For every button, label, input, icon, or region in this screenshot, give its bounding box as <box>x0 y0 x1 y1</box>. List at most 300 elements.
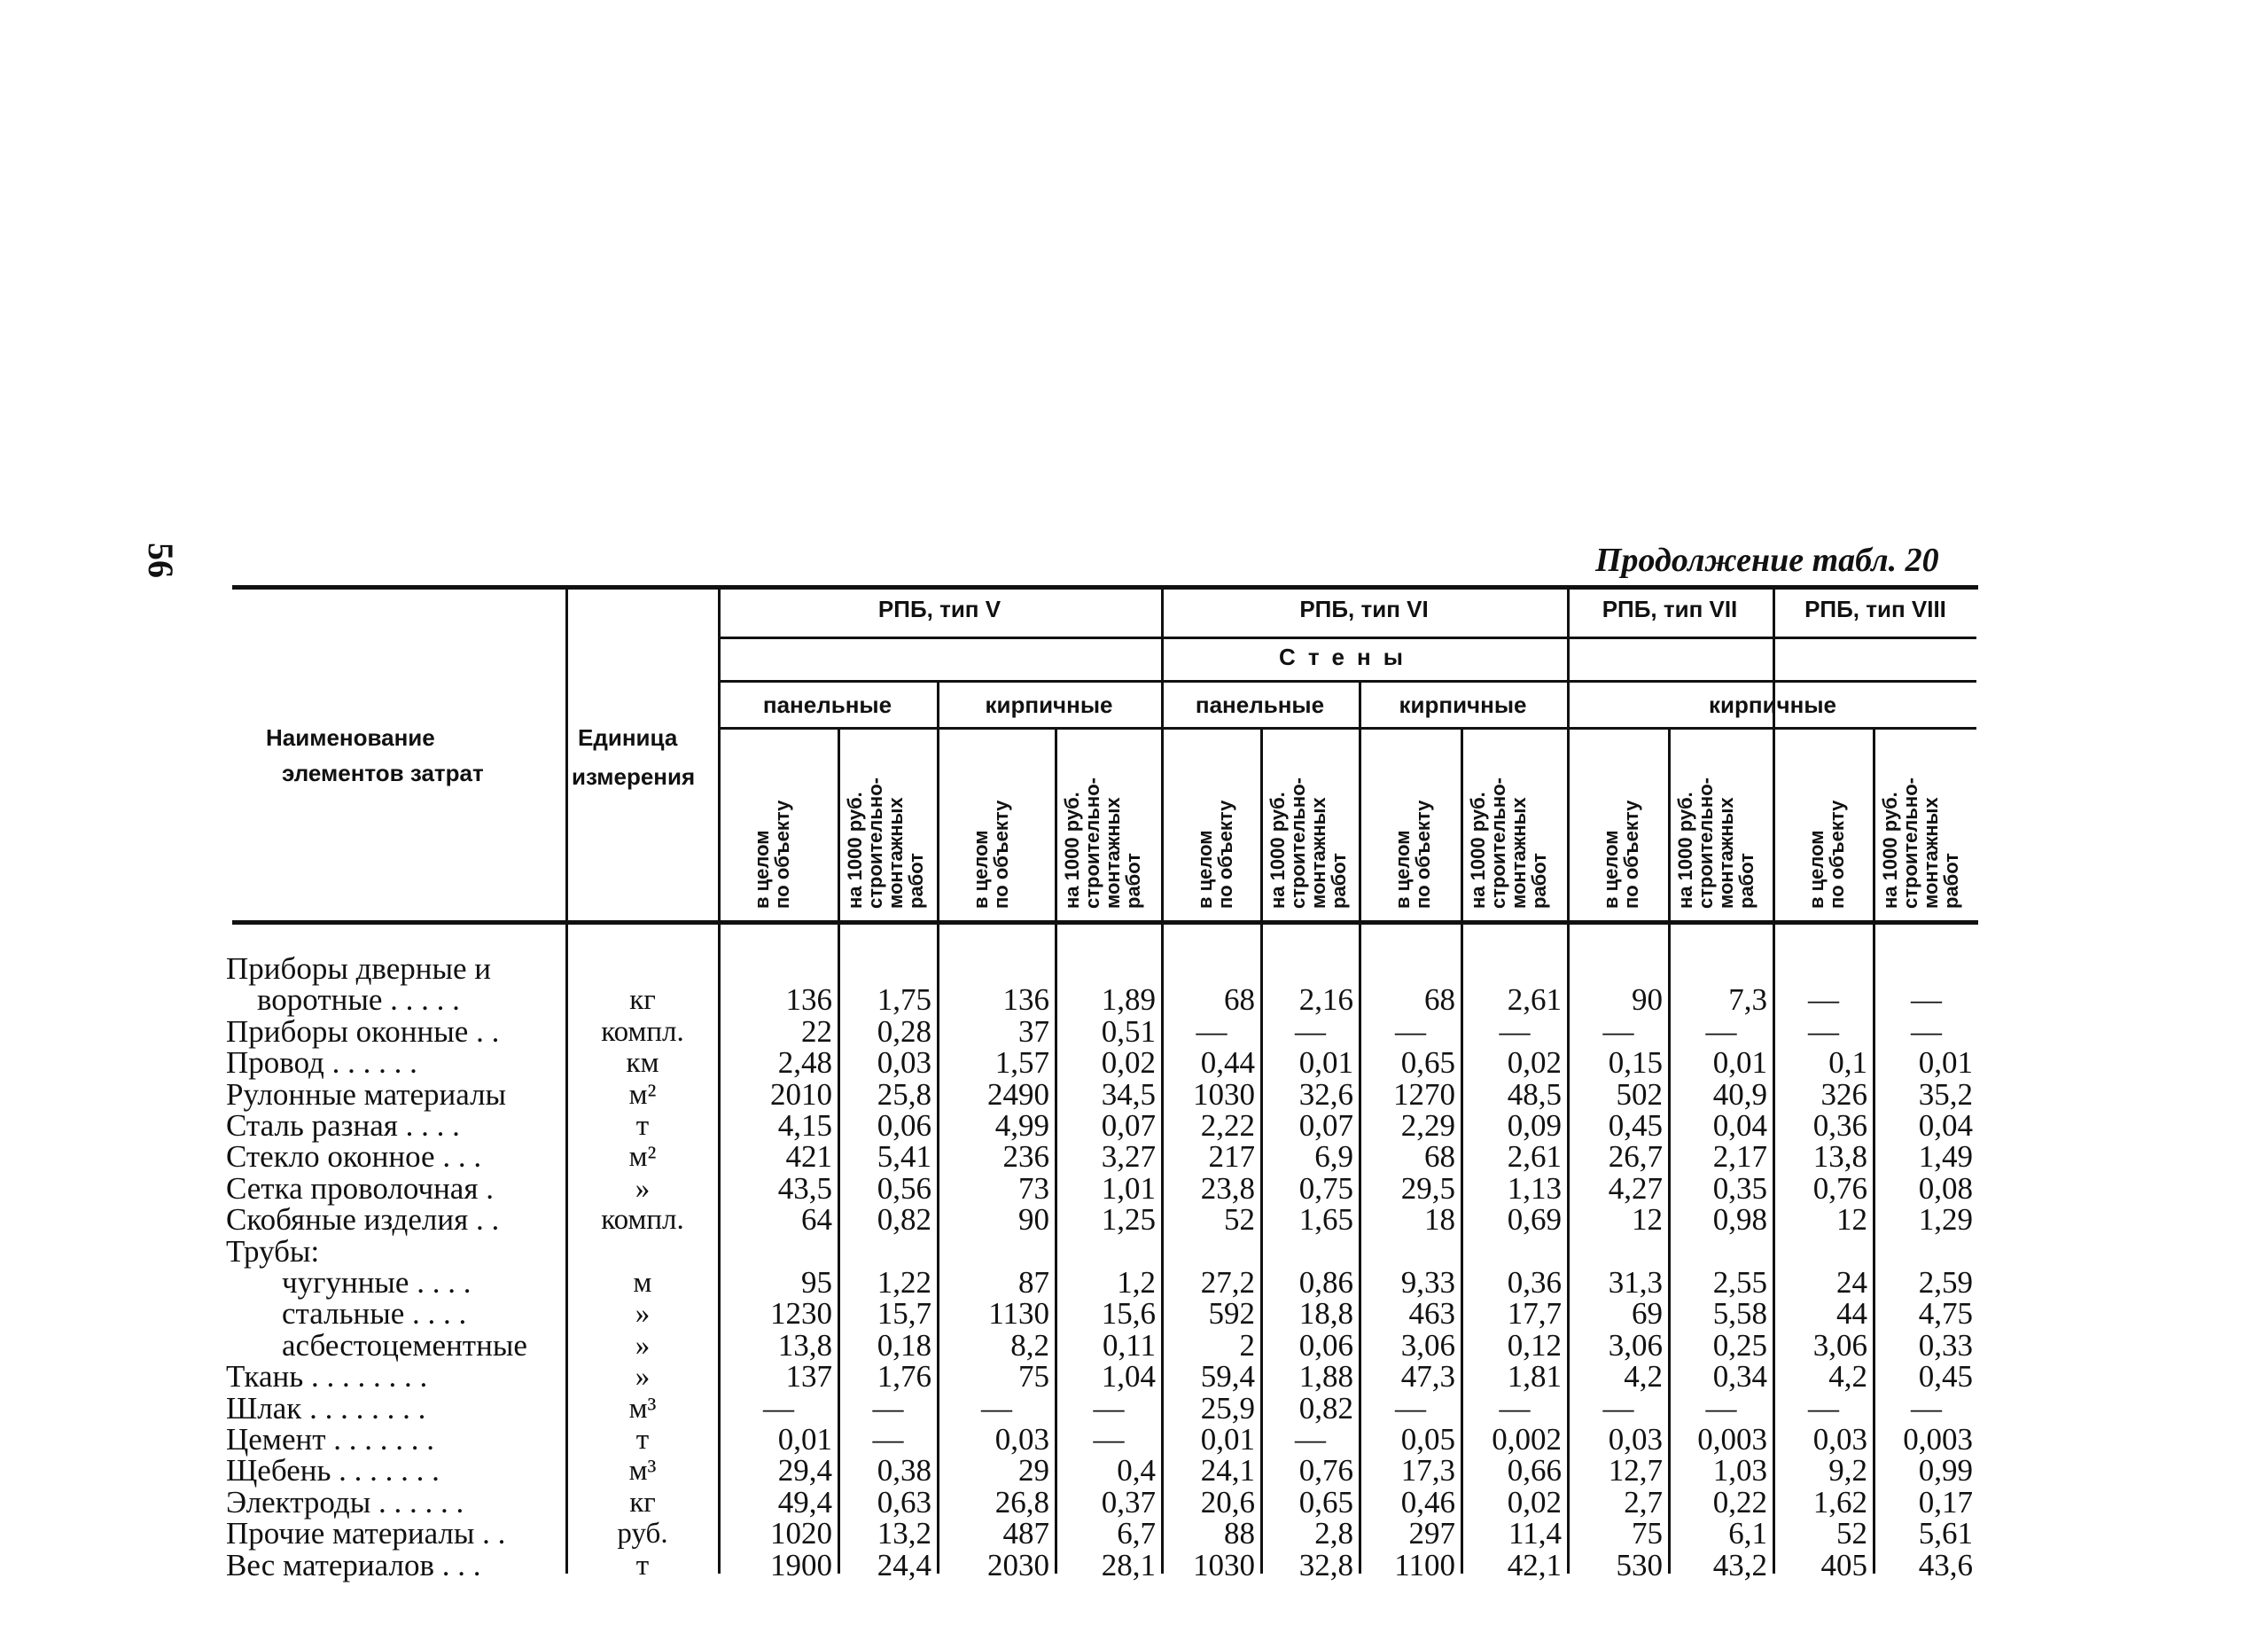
table-cell: 24,1 <box>1200 1453 1255 1488</box>
table-cell: — <box>1499 1013 1531 1049</box>
table-cell: 137 <box>785 1359 832 1395</box>
table-cell: 0,46 <box>1400 1484 1455 1520</box>
sub-header-per1000: на 1000 руб. <box>1061 792 1083 909</box>
table-cell: 3,06 <box>1400 1327 1455 1363</box>
table-cell: 29,4 <box>777 1453 832 1488</box>
table-cell: 1,89 <box>1101 982 1156 1018</box>
data-column-divider <box>1359 680 1361 1574</box>
sub-header-per1000: монтажных <box>1102 797 1124 909</box>
table-cell: 0,01 <box>1712 1045 1767 1081</box>
sub-header-per1000: строительно- <box>1487 777 1509 909</box>
table-cell: — <box>872 1390 904 1426</box>
header-bottom-rule <box>232 920 1978 925</box>
table-cell: 487 <box>1002 1516 1049 1551</box>
name-column-header: элементов затрат <box>282 760 484 786</box>
row-unit: км <box>626 1047 659 1080</box>
table-cell: 0,36 <box>1507 1265 1562 1300</box>
table-cell: 0,06 <box>1298 1327 1353 1363</box>
table-cell: 0,11 <box>1103 1327 1156 1363</box>
table-cell: 463 <box>1408 1296 1455 1332</box>
table-cell: 2490 <box>987 1076 1049 1112</box>
table-caption: Продолжение табл. 20 <box>1595 542 1939 579</box>
table-cell: 0,69 <box>1507 1202 1562 1238</box>
table-cell: — <box>1395 1390 1426 1426</box>
sub-header-per1000: монтажных <box>1307 797 1329 909</box>
sub-header-per1000: монтажных <box>1508 797 1530 909</box>
table-cell: 13,8 <box>1812 1139 1867 1175</box>
row-name: Приборы оконные . . <box>226 1013 500 1049</box>
sub-header-per1000: на 1000 руб. <box>1879 792 1901 909</box>
table-cell: 1020 <box>770 1516 832 1551</box>
table-cell: 68 <box>1424 1139 1455 1175</box>
table-cell: 43,6 <box>1918 1547 1973 1582</box>
sub-header-per1000: работ <box>1735 853 1758 909</box>
table-cell: 136 <box>785 982 832 1018</box>
table-cell: 0,003 <box>1903 1422 1973 1457</box>
table-cell: 24 <box>1836 1265 1867 1300</box>
sub-header-per1000: на 1000 руб. <box>1266 792 1289 909</box>
table-cell: 42,1 <box>1507 1547 1562 1582</box>
table-cell: 0,99 <box>1918 1453 1973 1488</box>
table-cell: 2010 <box>770 1076 832 1112</box>
table-cell: 1,2 <box>1117 1265 1156 1300</box>
table-cell: 75 <box>1018 1359 1049 1395</box>
top-rule <box>232 585 1978 590</box>
table-cell: 136 <box>1002 982 1049 1018</box>
table-cell: — <box>1911 1390 1942 1426</box>
row-name: Вес материалов . . . <box>226 1547 481 1582</box>
table-cell: — <box>763 1390 794 1426</box>
row-unit: м³ <box>628 1455 657 1488</box>
table-cell: 0,66 <box>1507 1453 1562 1488</box>
table-cell: 592 <box>1208 1296 1255 1332</box>
sub-header-per1000: на 1000 руб. <box>1467 792 1489 909</box>
table-cell: 2,16 <box>1298 982 1353 1018</box>
table-cell: 4,15 <box>777 1108 832 1143</box>
table-cell: 0,03 <box>994 1422 1049 1457</box>
table-cell: 0,45 <box>1918 1359 1973 1395</box>
walls-header: Стены <box>1279 644 1415 670</box>
table-cell: 73 <box>1018 1170 1049 1206</box>
row-unit: кг <box>629 1486 656 1519</box>
table-cell: 0,25 <box>1712 1327 1767 1363</box>
table-cell: 5,61 <box>1918 1516 1973 1551</box>
row-unit: компл. <box>601 1015 684 1048</box>
table-cell: 217 <box>1208 1139 1255 1175</box>
table-cell: 0,12 <box>1507 1327 1562 1363</box>
table-cell: 1,81 <box>1507 1359 1562 1395</box>
row-name: стальные . . . . <box>282 1296 467 1332</box>
table-cell: 0,02 <box>1507 1045 1562 1081</box>
table-cell: 64 <box>801 1202 832 1238</box>
wall-type-header: панельные <box>1195 691 1325 718</box>
table-cell: 0,38 <box>877 1453 931 1488</box>
table-cell: 0,56 <box>877 1170 931 1206</box>
table-cell: 1,49 <box>1918 1139 1973 1175</box>
table-cell: 405 <box>1820 1547 1867 1582</box>
table-cell: 1130 <box>988 1296 1049 1332</box>
table-cell: 17,7 <box>1507 1296 1562 1332</box>
table-cell: 0,44 <box>1200 1045 1255 1081</box>
table-cell: 1,88 <box>1298 1359 1353 1395</box>
row-name: Сетка проволочная . <box>226 1170 494 1206</box>
table-cell: 31,3 <box>1608 1265 1663 1300</box>
table-cell: — <box>872 1422 904 1457</box>
table-cell: 297 <box>1408 1516 1455 1551</box>
table-cell: 95 <box>801 1265 832 1300</box>
table-cell: 18,8 <box>1298 1296 1353 1332</box>
table-cell: — <box>1705 1390 1737 1426</box>
row-name: Стекло оконное . . . <box>226 1139 482 1175</box>
row-name: асбестоцементные <box>282 1327 527 1363</box>
table-cell: 0,03 <box>877 1045 931 1081</box>
table-cell: 15,7 <box>877 1296 931 1332</box>
row-unit: м² <box>628 1078 657 1111</box>
table-cell: 12 <box>1632 1202 1663 1238</box>
table-cell: — <box>1196 1013 1228 1049</box>
table-cell: 52 <box>1836 1516 1867 1551</box>
table-cell: 47,3 <box>1400 1359 1455 1395</box>
data-column-divider <box>1461 727 1463 1574</box>
sub-header-total: в целом <box>751 830 773 909</box>
data-column-divider <box>838 727 840 1574</box>
row-unit: м² <box>628 1141 657 1174</box>
sub-header-total: в целом <box>1600 830 1622 909</box>
table-cell: 1,22 <box>877 1265 931 1300</box>
wall-type-header: кирпичные <box>985 691 1113 718</box>
table-cell: — <box>1808 1013 1839 1049</box>
data-column-divider <box>1668 727 1671 1574</box>
sub-header-per1000: на 1000 руб. <box>844 792 866 909</box>
table-cell: 0,45 <box>1608 1108 1663 1143</box>
table-cell: 0,01 <box>1200 1422 1255 1457</box>
table-cell: 2,61 <box>1507 982 1562 1018</box>
name-column-header: Наименование <box>266 724 435 751</box>
table-cell: 0,01 <box>1918 1045 1973 1081</box>
table-cell: 1,65 <box>1298 1202 1353 1238</box>
table-cell: 326 <box>1820 1076 1867 1112</box>
sub-header-total: по объекту <box>1412 800 1434 909</box>
sub-header-per1000: на 1000 руб. <box>1674 792 1696 909</box>
row-name: воротные . . . . . <box>257 982 460 1018</box>
table-cell: 1100 <box>1394 1547 1455 1582</box>
sub-header-total: по объекту <box>1826 800 1848 909</box>
table-cell: 0,34 <box>1712 1359 1767 1395</box>
table-cell: 4,99 <box>994 1108 1049 1143</box>
table-cell: 0,05 <box>1400 1422 1455 1457</box>
table-cell: 0,002 <box>1492 1422 1562 1457</box>
unit-column-header: Единица <box>578 724 678 751</box>
group-header: РПБ, тип VIII <box>1804 596 1946 622</box>
table-cell: 2,59 <box>1918 1265 1973 1300</box>
table-cell: — <box>981 1390 1012 1426</box>
table-cell: 3,06 <box>1812 1327 1867 1363</box>
sub-header-per1000: строительно- <box>1899 777 1921 909</box>
table-cell: 87 <box>1018 1265 1049 1300</box>
table-cell: — <box>1295 1422 1326 1457</box>
table-cell: 0,51 <box>1101 1013 1156 1049</box>
data-column-divider <box>937 680 939 1574</box>
row-name: Рулонные материалы <box>226 1076 507 1112</box>
table-cell: 0,63 <box>877 1484 931 1520</box>
table-cell: 9,33 <box>1400 1265 1455 1300</box>
sub-header-total: по объекту <box>1214 800 1236 909</box>
table-cell: 4,75 <box>1918 1296 1973 1332</box>
table-cell: 2,29 <box>1400 1108 1455 1143</box>
table-cell: 49,4 <box>777 1484 832 1520</box>
table-cell: 1,03 <box>1712 1453 1767 1488</box>
table-cell: 0,07 <box>1101 1108 1156 1143</box>
table-cell: 0,02 <box>1507 1484 1562 1520</box>
sub-header-per1000: монтажных <box>1920 797 1942 909</box>
table-cell: 4,2 <box>1828 1359 1867 1395</box>
table-cell: 20,6 <box>1200 1484 1255 1520</box>
sub-header-per1000: работ <box>1328 853 1350 909</box>
group-rule <box>718 637 1976 639</box>
table-cell: 28,1 <box>1101 1547 1156 1582</box>
table-cell: 421 <box>785 1139 832 1175</box>
table-cell: 4,2 <box>1624 1359 1663 1395</box>
table-cell: — <box>1602 1390 1634 1426</box>
sub-header-total: по объекту <box>771 800 793 909</box>
table-cell: 0,22 <box>1712 1484 1767 1520</box>
table-cell: 4,27 <box>1608 1170 1663 1206</box>
table-cell: 59,4 <box>1200 1359 1255 1395</box>
row-unit: т <box>635 1110 650 1142</box>
row-unit: руб. <box>617 1518 668 1551</box>
table-cell: 2,8 <box>1314 1516 1353 1551</box>
table-cell: 2,17 <box>1712 1139 1767 1175</box>
unit-column-divider <box>565 590 568 1574</box>
sub-header-per1000: работ <box>1940 853 1962 909</box>
table-cell: 13,2 <box>877 1516 931 1551</box>
table-cell: 11,4 <box>1508 1516 1562 1551</box>
wall-type-header: кирпичные <box>1708 691 1837 718</box>
table-cell: 2,22 <box>1200 1108 1255 1143</box>
table-cell: 25,8 <box>877 1076 931 1112</box>
table-cell: 48,5 <box>1507 1076 1562 1112</box>
table-cell: 3,06 <box>1608 1327 1663 1363</box>
row-name: Скобяные изделия . . <box>226 1202 500 1238</box>
table-cell: 1,13 <box>1507 1170 1562 1206</box>
table-cell: 0,01 <box>777 1422 832 1457</box>
table-cell: 5,58 <box>1712 1296 1767 1332</box>
table-cell: 44 <box>1836 1296 1867 1332</box>
data-column-divider <box>1773 590 1775 1574</box>
row-name: Шлак . . . . . . . . <box>226 1390 426 1426</box>
table-cell: 34,5 <box>1101 1076 1156 1112</box>
sub-header-total: в целом <box>1805 830 1828 909</box>
sub-header-total: по объекту <box>1620 800 1642 909</box>
row-name: Ткань . . . . . . . . <box>226 1359 428 1395</box>
table-cell: 0,09 <box>1507 1108 1562 1143</box>
table-cell: 1,75 <box>877 982 931 1018</box>
table-cell: 1230 <box>770 1296 832 1332</box>
table-cell: 2,48 <box>777 1045 832 1081</box>
data-column-divider <box>1260 727 1263 1574</box>
table-cell: 0,37 <box>1101 1484 1156 1520</box>
table-cell: 12,7 <box>1608 1453 1663 1488</box>
table-cell: 1,04 <box>1101 1359 1156 1395</box>
data-column-divider <box>1567 590 1570 1574</box>
table-cell: — <box>1499 1390 1531 1426</box>
wall-type-header: панельные <box>762 691 892 718</box>
table-cell: — <box>1808 982 1839 1018</box>
table-cell: 68 <box>1224 982 1255 1018</box>
table-cell: 43,2 <box>1712 1547 1767 1582</box>
sub-header-per1000: работ <box>1122 853 1144 909</box>
table-cell: 0,35 <box>1712 1170 1767 1206</box>
table-cell: 32,6 <box>1298 1076 1353 1112</box>
table-cell: 27,2 <box>1200 1265 1255 1300</box>
group-header: РПБ, тип VI <box>1299 596 1429 622</box>
data-column-divider <box>1873 727 1875 1574</box>
table-cell: 29 <box>1018 1453 1049 1488</box>
row-unit: т <box>635 1549 650 1582</box>
sub-header-per1000: монтажных <box>885 797 907 909</box>
table-cell: 6,7 <box>1117 1516 1156 1551</box>
table-cell: 25,9 <box>1200 1390 1255 1426</box>
table-cell: — <box>1093 1422 1125 1457</box>
walltype-rule <box>718 727 1976 730</box>
table-cell: 0,76 <box>1298 1453 1353 1488</box>
sub-header-total: в целом <box>1391 830 1414 909</box>
table-cell: 90 <box>1018 1202 1049 1238</box>
row-name: Сталь разная . . . . <box>226 1108 460 1143</box>
group-header: РПБ, тип V <box>877 596 1002 622</box>
table-cell: 24,4 <box>877 1547 931 1582</box>
row-unit: » <box>635 1172 651 1205</box>
table-cell: 1,62 <box>1812 1484 1867 1520</box>
table-cell: 88 <box>1224 1516 1255 1551</box>
sub-header-per1000: монтажных <box>1715 797 1737 909</box>
sub-header-per1000: работ <box>905 853 927 909</box>
row-name: Приборы дверные и <box>226 951 492 986</box>
table-cell: 12 <box>1836 1202 1867 1238</box>
table-cell: 90 <box>1632 982 1663 1018</box>
table-cell: — <box>1602 1013 1634 1049</box>
table-cell: 29,5 <box>1400 1170 1455 1206</box>
table-cell: 1,76 <box>877 1359 931 1395</box>
table-cell: 22 <box>801 1013 832 1049</box>
table-cell: 18 <box>1424 1202 1455 1238</box>
table-cell: 1,25 <box>1101 1202 1156 1238</box>
table-cell: 0,4 <box>1117 1453 1156 1488</box>
table-cell: 3,27 <box>1101 1139 1156 1175</box>
table-cell: 0,003 <box>1697 1422 1767 1457</box>
table-cell: 0,07 <box>1298 1108 1353 1143</box>
table-cell: 52 <box>1224 1202 1255 1238</box>
table-cell: 2,7 <box>1624 1484 1663 1520</box>
table-cell: 26,8 <box>994 1484 1049 1520</box>
sub-header-total: в целом <box>970 830 992 909</box>
data-column-divider <box>718 590 721 1574</box>
table-cell: 40,9 <box>1712 1076 1767 1112</box>
table-cell: 0,17 <box>1918 1484 1973 1520</box>
wall-type-header: кирпичные <box>1399 691 1527 718</box>
table-cell: — <box>1395 1013 1426 1049</box>
row-unit: т <box>635 1424 650 1456</box>
row-name: Щебень . . . . . . . <box>226 1453 440 1488</box>
row-name: Прочие материалы . . <box>226 1516 506 1551</box>
table-cell: 43,5 <box>777 1170 832 1206</box>
row-name: Электроды . . . . . . <box>226 1484 464 1520</box>
table-cell: — <box>1911 1013 1942 1049</box>
table-cell: 2 <box>1239 1327 1255 1363</box>
table-cell: 1,01 <box>1101 1170 1156 1206</box>
table-cell: 0,98 <box>1712 1202 1767 1238</box>
table-cell: — <box>1808 1390 1839 1426</box>
table-cell: 17,3 <box>1400 1453 1455 1488</box>
sub-header-per1000: строительно- <box>864 777 886 909</box>
sub-header-total: по объекту <box>990 800 1012 909</box>
table-cell: 236 <box>1002 1139 1049 1175</box>
row-name: Цемент . . . . . . . <box>226 1422 435 1457</box>
page-number: 56 <box>141 543 181 578</box>
table-cell: 26,7 <box>1608 1139 1663 1175</box>
table-cell: — <box>1093 1390 1125 1426</box>
table-cell: 37 <box>1018 1013 1049 1049</box>
data-column-divider <box>1161 590 1164 1574</box>
row-name: чугунные . . . . <box>282 1265 472 1300</box>
row-name: Провод . . . . . . <box>226 1045 417 1081</box>
table-cell: 0,04 <box>1918 1108 1973 1143</box>
table-cell: 2,61 <box>1507 1139 1562 1175</box>
table-cell: 35,2 <box>1918 1076 1973 1112</box>
data-column-divider <box>1055 727 1057 1574</box>
sub-header-total: в целом <box>1194 830 1216 909</box>
table-cell: 0,08 <box>1918 1170 1973 1206</box>
table-cell: 0,04 <box>1712 1108 1767 1143</box>
row-unit: компл. <box>601 1204 684 1237</box>
table-cell: 0,15 <box>1608 1045 1663 1081</box>
table-cell: 1030 <box>1193 1076 1255 1112</box>
table-cell: 0,33 <box>1918 1327 1973 1363</box>
table-cell: 9,2 <box>1828 1453 1867 1488</box>
table-cell: 0,82 <box>1298 1390 1353 1426</box>
table-cell: 6,9 <box>1314 1139 1353 1175</box>
table-cell: 7,3 <box>1728 982 1767 1018</box>
row-unit: м³ <box>628 1392 657 1425</box>
table-cell: 69 <box>1632 1296 1663 1332</box>
table-cell: 0,65 <box>1298 1484 1353 1520</box>
table-cell: — <box>1705 1013 1737 1049</box>
row-unit: кг <box>629 984 656 1017</box>
table-cell: 2030 <box>987 1547 1049 1582</box>
table-cell: 0,76 <box>1812 1170 1867 1206</box>
row-unit: » <box>635 1361 651 1394</box>
table-cell: 2,55 <box>1712 1265 1767 1300</box>
table-cell: 1,57 <box>994 1045 1049 1081</box>
row-unit: » <box>635 1298 651 1331</box>
table-cell: 6,1 <box>1728 1516 1767 1551</box>
table-cell: 530 <box>1616 1547 1663 1582</box>
table-cell: 13,8 <box>777 1327 832 1363</box>
table-cell: 1,29 <box>1918 1202 1973 1238</box>
unit-column-header: измерения <box>572 763 696 790</box>
table-cell: 0,75 <box>1298 1170 1353 1206</box>
group-header: РПБ, тип VII <box>1602 596 1738 622</box>
table-cell: 0,06 <box>877 1108 931 1143</box>
sub-header-per1000: строительно- <box>1695 777 1717 909</box>
table-cell: 0,02 <box>1101 1045 1156 1081</box>
table-cell: 32,8 <box>1298 1547 1353 1582</box>
table-cell: 0,86 <box>1298 1265 1353 1300</box>
table-cell: 1030 <box>1193 1547 1255 1582</box>
sub-header-per1000: работ <box>1528 853 1550 909</box>
table-cell: 8,2 <box>1010 1327 1049 1363</box>
table-cell: 0,01 <box>1298 1045 1353 1081</box>
